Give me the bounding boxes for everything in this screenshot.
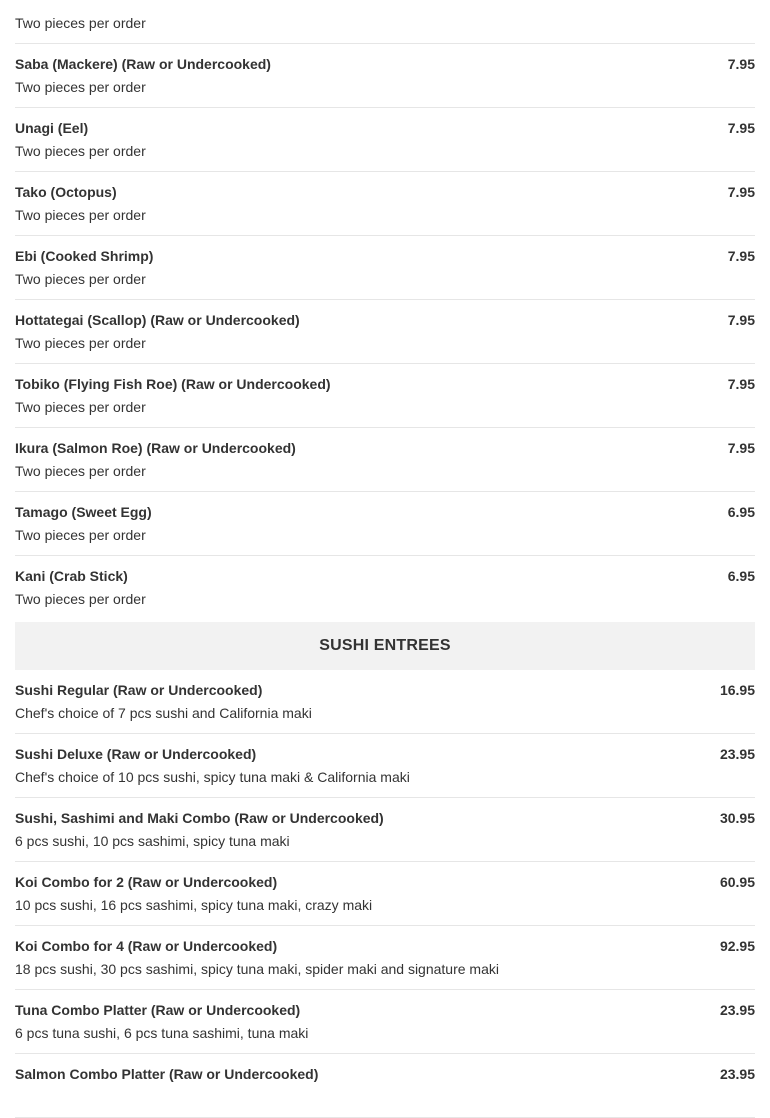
menu-list (15, 0, 755, 1118)
item-description: Two pieces per order (15, 79, 146, 95)
item-description: Two pieces per order (15, 143, 146, 159)
menu-item[interactable] (15, 428, 755, 492)
menu-item[interactable] (15, 172, 755, 236)
item-description: Chef's choice of 10 pcs sushi, spicy tuna maki & California maki (15, 769, 410, 785)
item-description: Chef's choice of 7 pcs sushi and California maki (15, 705, 312, 721)
item-price: 30.95 (719, 810, 755, 826)
item-description: Two pieces per order (15, 527, 146, 543)
menu-item[interactable] (15, 556, 755, 620)
menu-item[interactable] (15, 44, 755, 108)
item-description: 6 pcs tuna sushi, 6 pcs tuna sashimi, tuna maki (15, 1025, 309, 1041)
item-description: 18 pcs sushi, 30 pcs sashimi, spicy tuna maki, spider maki and signature maki (15, 961, 499, 977)
item-description: 6 pcs sushi, 10 pcs sashimi, spicy tuna maki (15, 833, 290, 849)
item-description: Two pieces per order (15, 399, 146, 415)
menu-item[interactable] (15, 492, 755, 556)
item-price: 7.95 (727, 312, 755, 328)
menu-item[interactable] (15, 0, 755, 44)
item-name: Salmon Combo Platter (Raw or Undercooked) (15, 1066, 319, 1082)
item-name: Tobiko (Flying Fish Roe) (Raw or Undercooked) (15, 376, 331, 392)
item-description: Two pieces per order (15, 463, 146, 479)
item-price: 7.95 (727, 376, 755, 392)
menu-item[interactable] (15, 798, 755, 862)
item-price: 23.95 (719, 1002, 755, 1018)
item-name: Tuna Combo Platter (Raw or Undercooked) (15, 1002, 301, 1018)
item-description: Two pieces per order (15, 591, 146, 607)
item-description: Two pieces per order (15, 15, 146, 31)
menu-item[interactable] (15, 926, 755, 990)
item-name: Sushi, Sashimi and Maki Combo (Raw or Undercooked) (15, 810, 384, 826)
item-price: 6.95 (727, 568, 755, 584)
menu-item[interactable] (15, 108, 755, 172)
item-price: 7.95 (727, 56, 755, 72)
item-name: Hottategai (Scallop) (Raw or Undercooked) (15, 312, 300, 328)
menu-item[interactable] (15, 300, 755, 364)
item-name: Koi Combo for 2 (Raw or Undercooked) (15, 874, 278, 890)
item-description: Two pieces per order (15, 335, 146, 351)
item-price: 60.95 (719, 874, 755, 890)
item-name: Ebi (Cooked Shrimp) (15, 248, 154, 264)
item-name: Saba (Mackere) (Raw or Undercooked) (15, 56, 271, 72)
item-name: Ikura (Salmon Roe) (Raw or Undercooked) (15, 440, 296, 456)
item-price: 6.95 (727, 504, 755, 520)
item-price: 7.95 (727, 440, 755, 456)
menu-item[interactable] (15, 862, 755, 926)
item-price: 16.95 (719, 682, 755, 698)
item-description: Two pieces per order (15, 207, 146, 223)
item-name: Tako (Octopus) (15, 184, 117, 200)
item-price: 23.95 (719, 746, 755, 762)
menu-item[interactable] (15, 990, 755, 1054)
section-header-sushi-entrees: SUSHI ENTREES (15, 622, 755, 670)
item-description: 10 pcs sushi, 16 pcs sashimi, spicy tuna maki, crazy maki (15, 897, 373, 913)
item-price: 7.95 (727, 248, 755, 264)
menu-item[interactable] (15, 734, 755, 798)
item-price: 7.95 (727, 120, 755, 136)
menu-item[interactable] (15, 364, 755, 428)
menu-item[interactable] (15, 670, 755, 734)
menu-item[interactable] (15, 236, 755, 300)
item-price: 7.95 (727, 184, 755, 200)
menu-item[interactable] (15, 1054, 755, 1118)
item-description: Two pieces per order (15, 271, 146, 287)
item-name: Sushi Deluxe (Raw or Undercooked) (15, 746, 257, 762)
item-name: Kani (Crab Stick) (15, 568, 128, 584)
item-name: Koi Combo for 4 (Raw or Undercooked) (15, 938, 278, 954)
item-price: 23.95 (719, 1066, 755, 1082)
item-name: Unagi (Eel) (15, 120, 89, 136)
item-name: Tamago (Sweet Egg) (15, 504, 152, 520)
item-price: 92.95 (719, 938, 755, 954)
item-name: Sushi Regular (Raw or Undercooked) (15, 682, 263, 698)
